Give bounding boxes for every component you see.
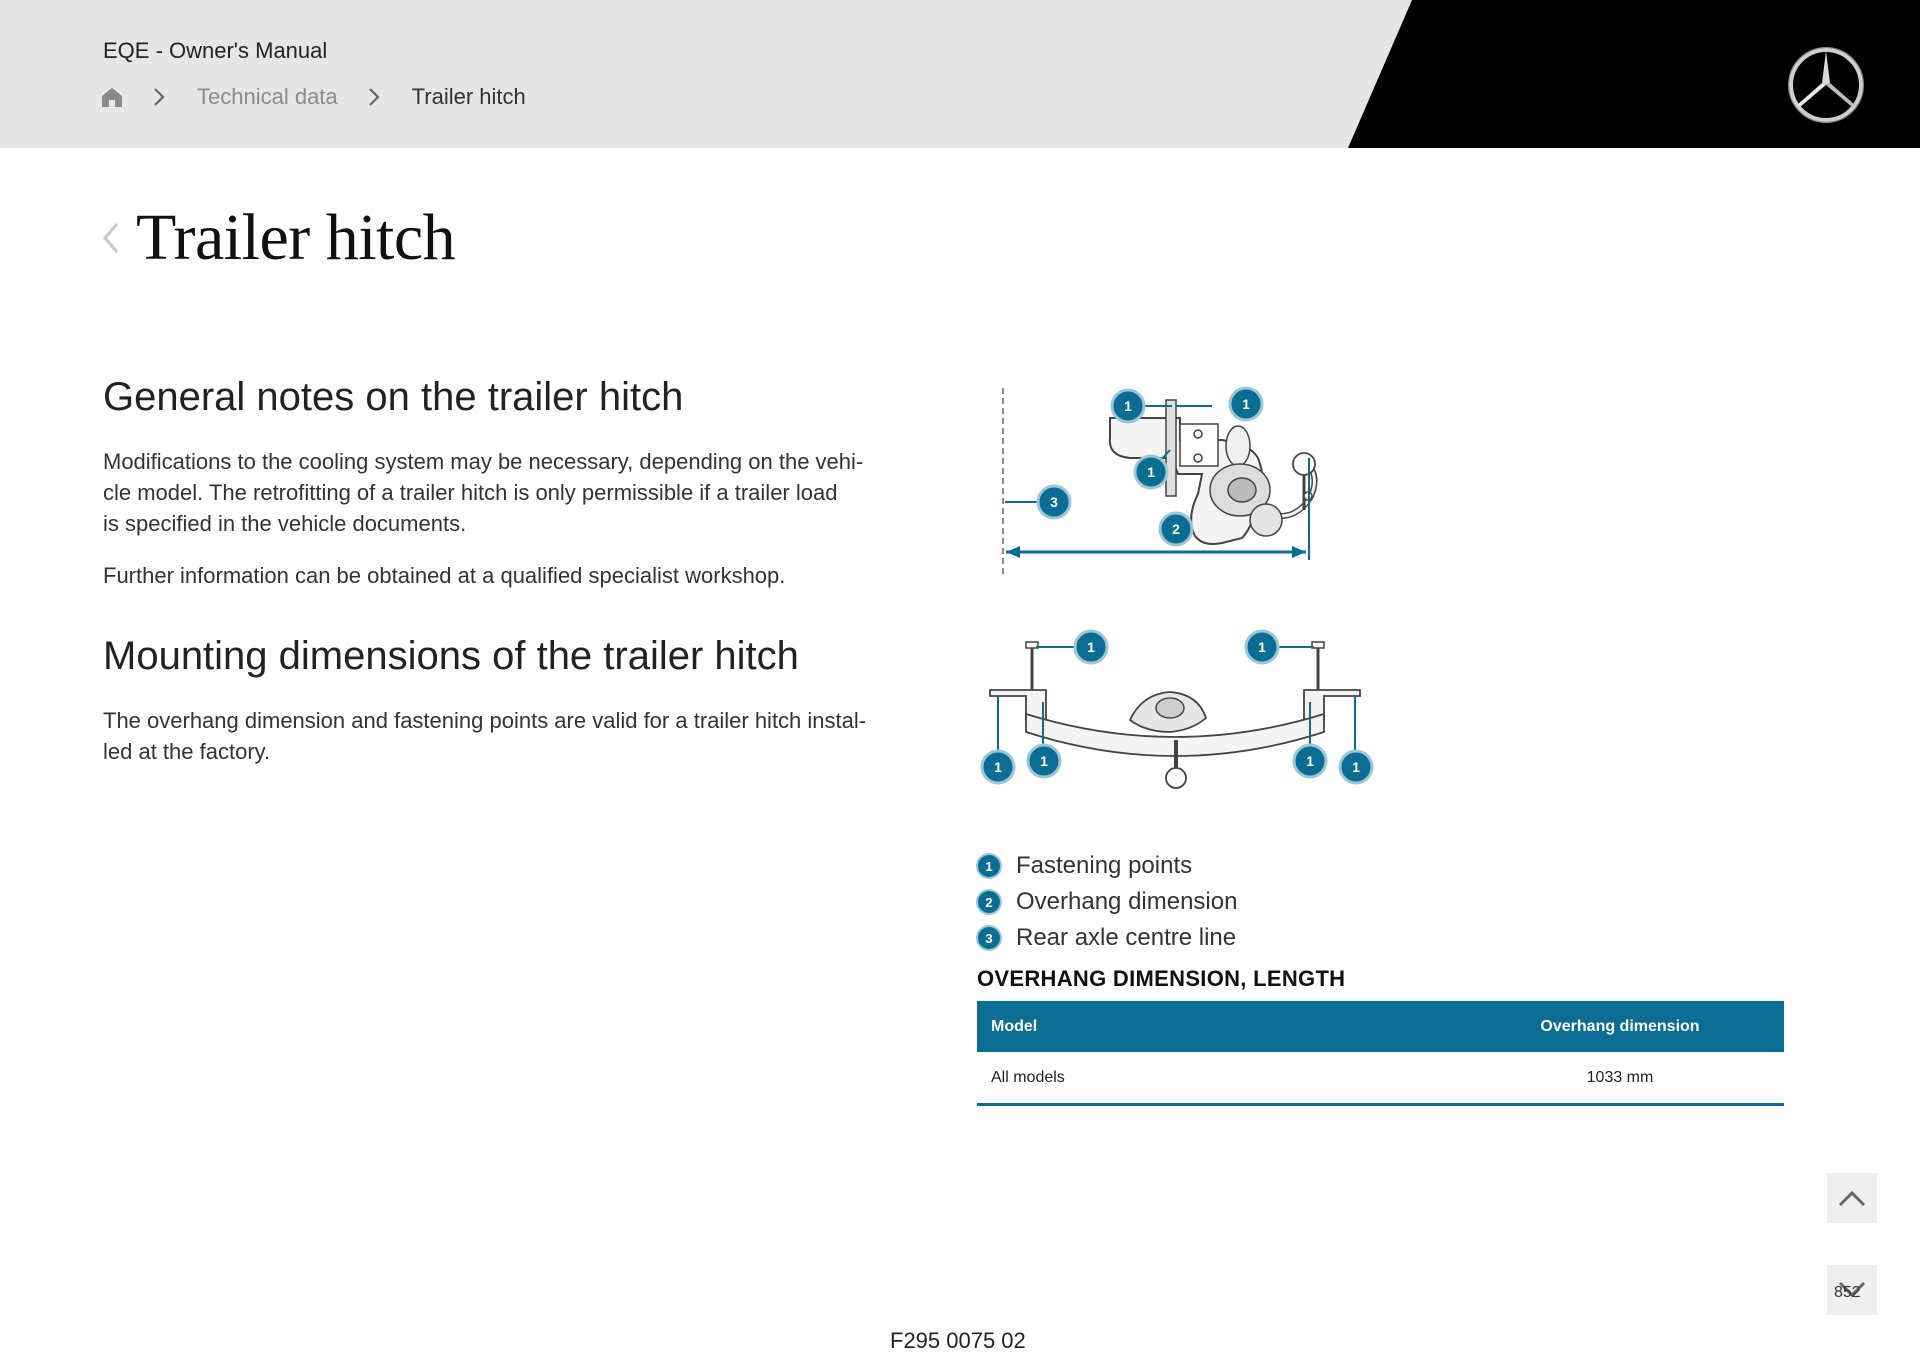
table-header-model: Model bbox=[977, 1001, 1456, 1052]
page-title: Trailer hitch bbox=[136, 201, 456, 274]
header-bar bbox=[0, 0, 1920, 148]
breadcrumb bbox=[101, 82, 526, 112]
paragraph-line: cle model. The retrofitting of a trailer hitch is only permissible if a trailer load bbox=[103, 480, 838, 505]
svg-text:3: 3 bbox=[1050, 494, 1058, 510]
paragraph-line: Modifications to the cooling system may be necessary, depending on the vehi- bbox=[103, 449, 864, 474]
paragraph-cooling bbox=[103, 446, 913, 539]
svg-text:2: 2 bbox=[1172, 521, 1180, 537]
section-heading-general-notes: General notes on the trailer hitch bbox=[103, 375, 684, 419]
svg-text:1: 1 bbox=[1147, 464, 1155, 480]
breadcrumb-current: Trailer hitch bbox=[411, 84, 526, 109]
table-row bbox=[977, 1052, 1784, 1105]
legend-badge: 1 bbox=[978, 855, 1000, 877]
chevron-right-icon bbox=[149, 87, 169, 107]
back-chevron-icon[interactable] bbox=[100, 218, 122, 258]
paragraph-workshop: Further information can be obtained at a qualified specialist workshop. bbox=[103, 563, 786, 588]
legend-label: Overhang dimension bbox=[1016, 888, 1238, 915]
svg-text:1: 1 bbox=[1258, 639, 1266, 655]
home-icon[interactable] bbox=[101, 86, 123, 108]
figure-legend bbox=[978, 848, 1237, 956]
page-number: 852 bbox=[1834, 1284, 1861, 1301]
scroll-up-button[interactable] bbox=[1827, 1173, 1877, 1223]
paragraph-line: The overhang dimension and fastening points are valid for a trailer hitch instal- bbox=[103, 708, 867, 733]
header-black-panel bbox=[0, 0, 1920, 148]
legend-item-rear-axle bbox=[978, 920, 1237, 956]
callout-fastening-point bbox=[1340, 751, 1372, 783]
callout-overhang-dimension bbox=[1160, 513, 1192, 545]
svg-text:1: 1 bbox=[1040, 753, 1048, 769]
svg-text:1: 1 bbox=[1124, 398, 1132, 414]
legend-badge: 2 bbox=[978, 891, 1000, 913]
paragraph-line: led at the factory. bbox=[103, 739, 271, 764]
table-cell-overhang: 1033 mm bbox=[1456, 1052, 1784, 1105]
trailer-hitch-side-view-diagram bbox=[990, 378, 1370, 588]
callout-fastening-point bbox=[982, 751, 1014, 783]
callout-fastening-point bbox=[1112, 390, 1144, 422]
breadcrumb-technical-data[interactable]: Technical data bbox=[197, 84, 338, 109]
callout-fastening-point bbox=[1294, 745, 1326, 777]
callout-fastening-point bbox=[1246, 631, 1278, 663]
svg-text:1: 1 bbox=[994, 759, 1002, 775]
legend-badge: 3 bbox=[978, 927, 1000, 949]
svg-text:1: 1 bbox=[1306, 753, 1314, 769]
trailer-hitch-rear-view-diagram bbox=[970, 620, 1380, 810]
page-title-row bbox=[100, 200, 455, 276]
paragraph-line: is specified in the vehicle documents. bbox=[103, 511, 467, 536]
chevron-up-icon bbox=[1837, 1188, 1867, 1208]
legend-label: Rear axle centre line bbox=[1016, 924, 1237, 951]
doc-title: EQE - Owner's Manual bbox=[103, 38, 328, 63]
callout-fastening-point bbox=[1028, 745, 1060, 777]
figure-code: F295 0075 02 bbox=[890, 1328, 1026, 1353]
svg-text:1: 1 bbox=[1087, 639, 1095, 655]
legend-item-fastening-points bbox=[978, 848, 1237, 884]
legend-item-overhang-dimension bbox=[978, 884, 1237, 920]
chevron-right-icon bbox=[364, 87, 384, 107]
table-cell-model: All models bbox=[977, 1052, 1456, 1105]
callout-fastening-point bbox=[1135, 456, 1167, 488]
table-header-overhang: Overhang dimension bbox=[1456, 1001, 1784, 1052]
table-title: OVERHANG DIMENSION, LENGTH bbox=[977, 966, 1346, 991]
legend-label: Fastening points bbox=[1016, 852, 1193, 879]
callout-fastening-point bbox=[1230, 388, 1262, 420]
callout-rear-axle-centre-line bbox=[1038, 486, 1070, 518]
paragraph-overhang bbox=[103, 705, 913, 767]
table-header-row bbox=[977, 1001, 1784, 1052]
callout-fastening-point bbox=[1075, 631, 1107, 663]
overhang-table bbox=[977, 1001, 1784, 1106]
mercedes-star-logo bbox=[1786, 45, 1866, 125]
svg-text:1: 1 bbox=[1352, 759, 1360, 775]
section-heading-mounting: Mounting dimensions of the trailer hitch bbox=[103, 634, 799, 678]
svg-text:1: 1 bbox=[1242, 396, 1250, 412]
